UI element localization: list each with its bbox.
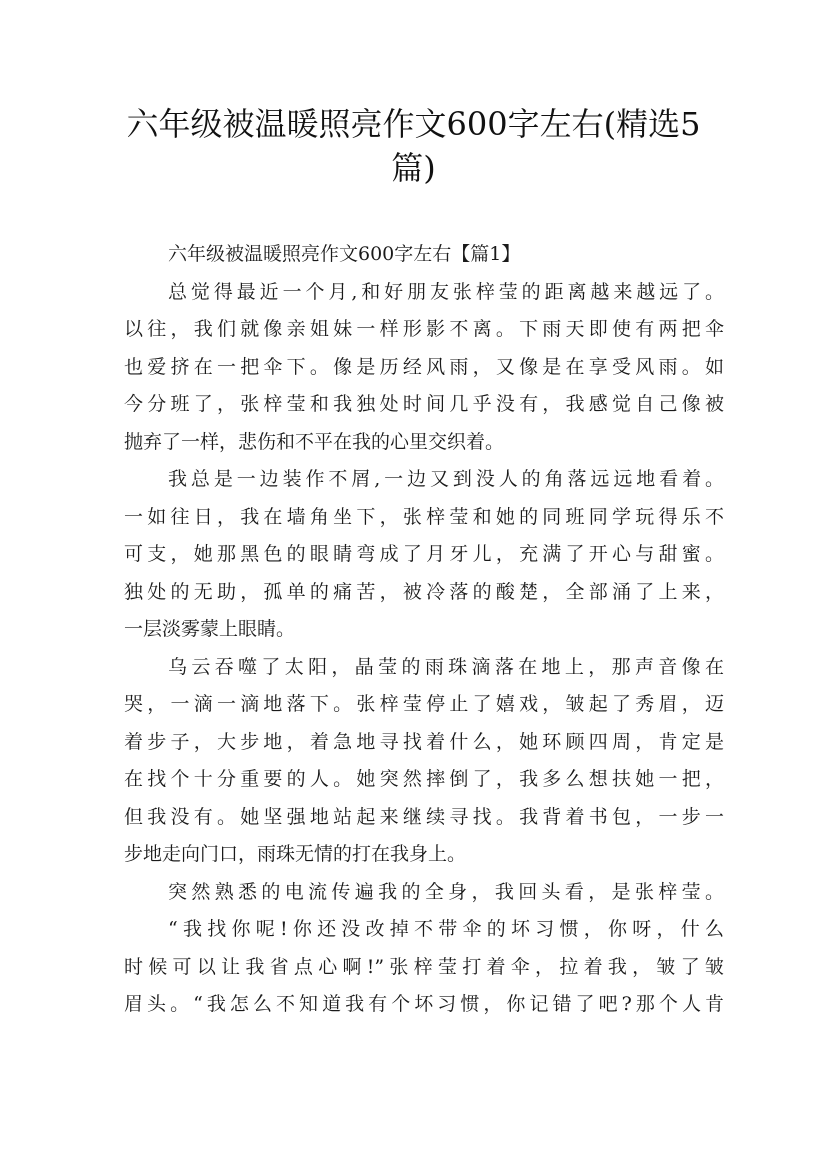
document-body <box>124 236 724 1024</box>
text-line: 今分班了，张梓莹和我独处时间几乎没有，我感觉自己像被 <box>124 393 724 415</box>
text-line: 以往，我们就像亲姐妹一样形影不离。下雨天即使有两把伞 <box>124 318 724 340</box>
text-line: 着步子，大步地，着急地寻找着什么，她环顾四周，肯定是 <box>124 730 724 753</box>
text-line: 我总是一边装作不屑,一边又到没人的角落远远地看着。 <box>168 468 724 490</box>
text-line: 一如往日，我在墙角坐下，张梓莹和她的同班同学玩得乐不 <box>124 505 724 528</box>
text-line: 哭，一滴一滴地落下。张梓莹停止了嬉戏，皱起了秀眉，迈 <box>124 693 724 715</box>
text-line: 也爱挤在一把伞下。像是历经风雨，又像是在享受风雨。如 <box>124 355 724 378</box>
text-line: 时候可以让我省点心啊!”张梓莹打着伞，拉着我，皱了皱 <box>124 955 724 978</box>
text-line: 但我没有。她坚强地站起来继续寻找。我背着书包，一步一 <box>124 805 724 828</box>
text-line: 眉头。“我怎么不知道我有个坏习惯，你记错了吧?那个人肯 <box>124 993 724 1015</box>
section-heading: 六年级被温暖照亮作文600字左右【篇1】 <box>168 243 521 265</box>
text-line: 抛弃了一样，悲伤和不平在我的心里交织着。 <box>124 430 505 453</box>
text-line: 突然熟悉的电流传遍我的全身，我回头看，是张梓莹。 <box>168 880 724 903</box>
text-line: 可支，她那黑色的眼睛弯成了月牙儿，充满了开心与甜蜜。 <box>124 543 724 565</box>
text-line: 乌云吞噬了太阳，晶莹的雨珠滴落在地上，那声音像在 <box>168 655 724 678</box>
text-line: 步地走向门口，雨珠无情的打在我身上。 <box>124 843 467 865</box>
text-line: 独处的无助，孤单的痛苦，被冷落的酸楚，全部涌了上来， <box>124 580 724 603</box>
text-line: 一层淡雾蒙上眼睛。 <box>124 618 296 640</box>
text-line: 在找个十分重要的人。她突然摔倒了，我多么想扶她一把， <box>124 768 724 790</box>
text-line: “我找你呢!你还没改掉不带伞的坏习惯，你呀，什么 <box>168 918 724 940</box>
text-line: 总觉得最近一个月,和好朋友张梓莹的距离越来越远了。 <box>168 280 724 303</box>
document-title: 六年级被温暖照亮作文600字左右(精选5篇) <box>126 105 701 187</box>
